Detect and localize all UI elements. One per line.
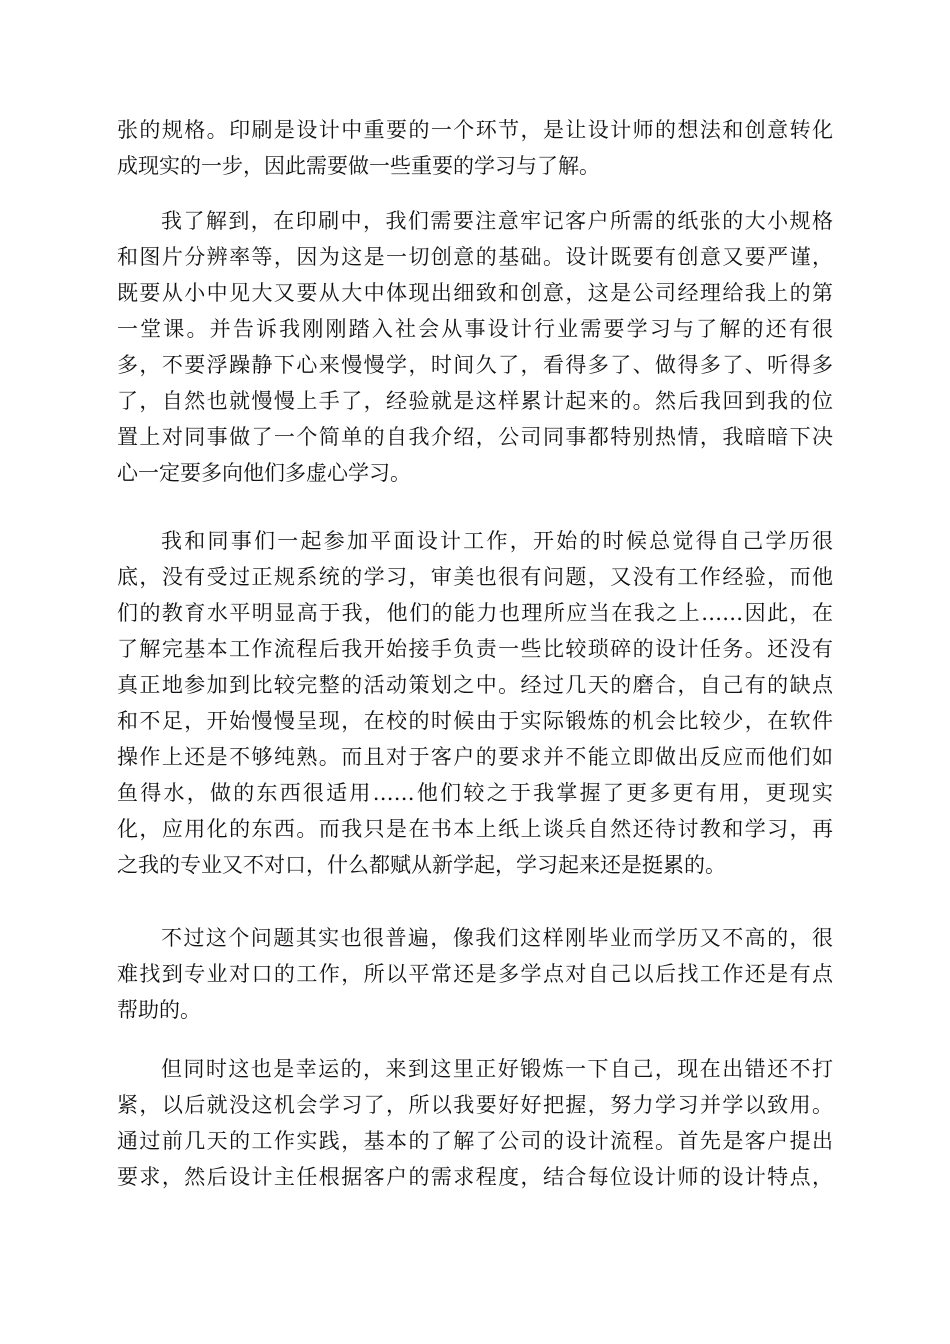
paragraph-1	[117, 112, 833, 184]
text-line: 多，不要浮躁静下心来慢慢学，时间久了，看得多了、做得多了、听得多	[117, 353, 833, 377]
text-line: 我和同事们一起参加平面设计工作，开始的时候总觉得自己学历很	[161, 529, 833, 553]
text-line: 紧，以后就没这机会学习了，所以我要好好把握，努力学习并学以致用。	[117, 1093, 833, 1117]
text-line: 成现实的一步，因此需要做一些重要的学习与了解。	[117, 154, 600, 178]
text-line: 我了解到，在印刷中，我们需要注意牢记客户所需的纸张的大小规格	[161, 209, 833, 233]
paragraph-2	[117, 203, 833, 491]
text-line: 真正地参加到比较完整的活动策划之中。经过几天的磨合，自己有的缺点	[117, 673, 833, 697]
text-line: 和不足，开始慢慢呈现，在校的时候由于实际锻炼的机会比较少，在软件	[117, 709, 833, 733]
text-line: 一堂课。并告诉我刚刚踏入社会从事设计行业需要学习与了解的还有很	[117, 317, 833, 341]
text-line: 既要从小中见大又要从大中体现出细致和创意，这是公司经理给我上的第	[117, 281, 833, 305]
text-line: 之我的专业又不对口，什么都赋从新学起，学习起来还是挺累的。	[117, 853, 726, 877]
text-line: 通过前几天的工作实践，基本的了解了公司的设计流程。首先是客户提出	[117, 1129, 833, 1153]
text-line: 操作上还是不够纯熟。而且对于客户的要求并不能立即做出反应而他们如	[117, 745, 833, 769]
text-line: 了，自然也就慢慢上手了，经验就是这样累计起来的。然后我回到我的位	[117, 389, 833, 413]
text-line: 底，没有受过正规系统的学习，审美也很有问题，又没有工作经验，而他	[117, 565, 833, 589]
text-line: 难找到专业对口的工作，所以平常还是多学点对自己以后找工作还是有点	[117, 962, 833, 986]
text-line: 心一定要多向他们多虚心学习。	[117, 461, 411, 485]
text-line: 不过这个问题其实也很普遍，像我们这样刚毕业而学历又不高的，很	[161, 926, 833, 950]
text-line: 帮助的。	[117, 998, 201, 1022]
text-line: 们的教育水平明显高于我，他们的能力也理所应当在我之上……因此，在	[117, 601, 833, 625]
paragraph-5	[117, 1051, 833, 1195]
paragraph-3	[117, 523, 833, 883]
paragraph-4	[117, 920, 833, 1028]
text-line: 和图片分辨率等，因为这是一切创意的基础。设计既要有创意又要严谨，	[117, 245, 833, 269]
text-line: 但同时这也是幸运的，来到这里正好锻炼一下自己，现在出错还不打	[161, 1057, 833, 1081]
text-line: 化，应用化的东西。而我只是在书本上纸上谈兵自然还待讨教和学习，再	[117, 817, 833, 841]
text-line: 置上对同事做了一个简单的自我介绍，公司同事都特别热情，我暗暗下决	[117, 425, 833, 449]
text-line: 要求，然后设计主任根据客户的需求程度，结合每位设计师的设计特点，	[117, 1165, 833, 1189]
text-line: 张的规格。印刷是设计中重要的一个环节，是让设计师的想法和创意转化	[117, 118, 833, 142]
text-line: 了解完基本工作流程后我开始接手负责一些比较琐碎的设计任务。还没有	[117, 637, 833, 661]
text-line: 鱼得水，做的东西很适用……他们较之于我掌握了更多更有用，更现实	[117, 781, 833, 805]
